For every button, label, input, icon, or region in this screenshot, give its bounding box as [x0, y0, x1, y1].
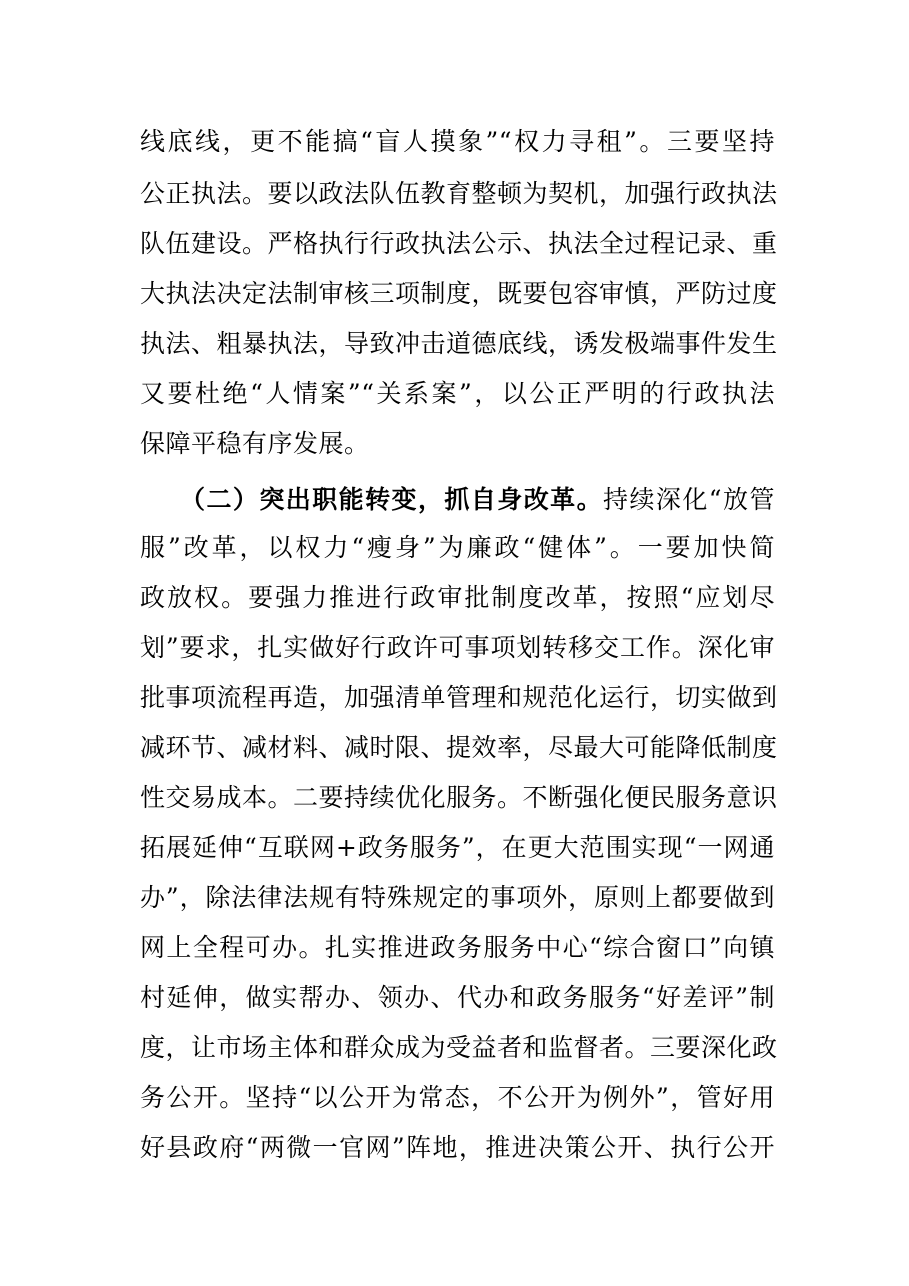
paragraph-line: 线底线，更不能搞“盲人摸象”“权力寻租”。三要坚持: [140, 127, 775, 156]
paragraph-line: 公正执法。要以政法队伍教育整顿为契机，加强行政执法: [140, 179, 778, 208]
paragraph-line: 度，让市场主体和群众成为受益者和监督者。三要深化政: [140, 1033, 778, 1062]
section-first-line: [180, 480, 775, 520]
paragraph-line: 办”，除法律法规有特殊规定的事项外，原则上都要做到: [140, 883, 775, 912]
paragraph-line: 拓展延伸“互联网+政务服务”，在更大范围实现“一网通: [140, 833, 775, 862]
paragraph-line: 大执法决定法制审核三项制度，既要包容审慎，严防过度: [140, 279, 778, 308]
paragraph-line: 服”改革，以权力“瘦身”为廉政“健体”。一要加快简: [140, 533, 775, 562]
paragraph-line: 性交易成本。二要持续优化服务。不断强化便民服务意识: [140, 783, 778, 812]
paragraph-line: 队伍建设。严格执行行政执法公示、执法全过程记录、重: [140, 229, 778, 258]
paragraph-line: 执法、粗暴执法，导致冲击道德底线，诱发极端事件发生: [140, 329, 778, 358]
paragraph-line: 划”要求，扎实做好行政许可事项划转移交工作。深化审: [140, 633, 775, 662]
paragraph-line: 又要杜绝“人情案”“关系案”，以公正严明的行政执法: [140, 379, 775, 408]
paragraph-line: 政放权。要强力推进行政审批制度改革，按照“应划尽: [140, 583, 775, 612]
paragraph-line: 减环节、减材料、减时限、提效率，尽最大可能降低制度: [140, 733, 778, 762]
paragraph-line: 务公开。坚持“以公开为常态，不公开为例外”，管好用: [140, 1083, 775, 1112]
paragraph-line: 网上全程可办。扎实推进政务服务中心“综合窗口”向镇: [140, 933, 775, 962]
paragraph-line: 村延伸，做实帮办、领办、代办和政务服务“好差评”制: [140, 983, 775, 1012]
paragraph-line: 好县政府“两微一官网”阵地，推进决策公开、执行公开: [140, 1133, 775, 1162]
paragraph-line: 保障平稳有序发展。: [140, 429, 370, 458]
section-heading: （二）突出职能转变，抓自身改革。: [180, 485, 604, 514]
paragraph-line: 批事项流程再造，加强清单管理和规范化运行，切实做到: [140, 683, 778, 712]
section-first-line-text: 持续深化“放管: [603, 485, 775, 514]
